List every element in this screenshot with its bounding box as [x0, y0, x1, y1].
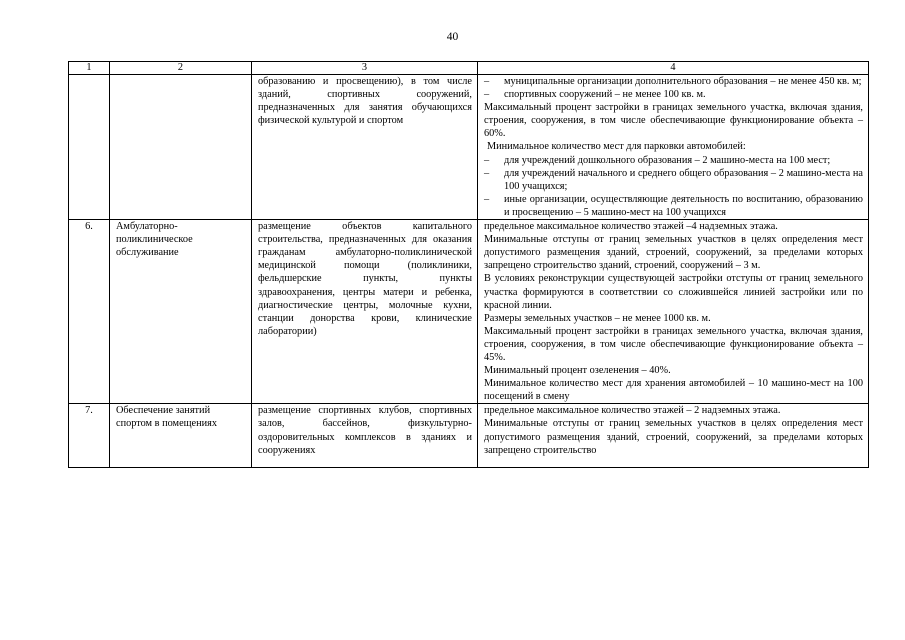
list-item-text: муниципальные организации дополнительного образования – не менее 450 кв. м; — [504, 76, 862, 87]
row-number: 6. — [69, 220, 110, 404]
list-item — [484, 193, 863, 219]
use-type-name: Амбулаторно-поликлиническое обслуживание — [110, 220, 252, 404]
row-number: 7. — [69, 404, 110, 468]
parameters-cell — [478, 220, 869, 404]
page-number: 40 — [446, 31, 459, 43]
dash-marker: – — [484, 76, 490, 87]
paragraph: Минимальный процент озеленения – 40%. — [484, 365, 671, 377]
column-number-1: 1 — [69, 62, 110, 75]
paragraph: Максимальный процент застройки в границах земельного участка, включая здания, строения, сооружения, в том числе обеспечивающие функционирование объекта – 45%. — [484, 325, 863, 363]
paragraph: Размеры земельных участков – не менее 1000 кв. м. — [484, 312, 711, 324]
dash-marker: – — [484, 167, 490, 179]
paragraph: Минимальное количество мест для парковки автомобилей: — [487, 141, 746, 153]
parameters-cell — [478, 404, 869, 468]
table-row-6 — [69, 220, 869, 404]
paragraph: Минимальные отступы от границ земельных участков в целях определения мест допустимого размещения зданий, строений, сооружений, за пределами которых запрещено строительство — [484, 418, 863, 456]
list-item-text: спортивных сооружений – не менее 100 кв. м. — [504, 89, 706, 101]
column-number-4: 4 — [478, 62, 869, 75]
list-item-text: для учреждений дошкольного образования – 2 машино-места на 100 мест; — [504, 154, 831, 166]
use-description: размещение спортивных клубов, спортивных залов, бассейнов, физкультурно-оздоровительных комплексов в зданиях и сооружениях — [252, 404, 478, 468]
paragraph: Минимальное количество мест для хранения автомобилей – 10 машино-мест на 100 посещений в смену — [484, 378, 863, 403]
list-item-text: иные организации, осуществляющие деятельность по воспитанию, образованию и просвещению – 5 машино-мест на 100 учащихся — [504, 193, 863, 218]
dash-marker: – — [484, 89, 490, 101]
dash-marker: – — [484, 193, 490, 205]
list-item — [484, 167, 863, 193]
column-number-row — [69, 62, 869, 75]
use-description: образованию и просвещению), в том числе зданий, спортивных сооружений, предназначенных для занятия обучающихся физической культурой и спортом — [252, 75, 478, 220]
column-number-3: 3 — [252, 62, 478, 75]
use-type-name: Обеспечение занятий спортом в помещениях — [110, 404, 252, 468]
paragraph: В условиях реконструкции существующей застройки отступы от границ земельного участка формируются в соответствии со сложившейся линией застройки или по красной линии. — [484, 273, 863, 311]
list-item — [484, 154, 863, 167]
table-row-continued — [69, 75, 869, 220]
regulations-table — [68, 61, 869, 468]
paragraph: Минимальные отступы от границ земельных участков в целях определения мест допустимого размещения зданий, строений, сооружений, за пределами которых запрещено строительство зданий, строений, сооружений – 3 м. — [484, 234, 863, 272]
dash-marker: – — [484, 154, 490, 166]
list-item — [484, 88, 863, 101]
row-number — [69, 75, 110, 220]
column-number-2: 2 — [110, 62, 252, 75]
paragraph: предельное максимальное количество этажей –4 надземных этажа. — [484, 221, 778, 233]
paragraph: предельное максимальное количество этажей – 2 надземных этажа. — [484, 405, 781, 417]
table-row-7 — [69, 404, 869, 468]
use-type-name — [110, 75, 252, 220]
use-description: размещение объектов капитального строительства, предназначенных для оказания гражданам амбулаторно-поликлинической медицинской помощи (поликлиники, фельдшерские пункты, пункты здравоохранения, центры матери и ребенка, диагностические центры, молочные кухни, станции донорства крови, клинические лаборатории) — [252, 220, 478, 404]
list-item — [484, 75, 863, 88]
paragraph: Максимальный процент застройки в границах земельного участка, включая здания, строения, сооружения, в том числе обеспечивающие функционирование объекта – 60%. — [484, 102, 863, 140]
parameters-cell — [478, 75, 869, 220]
list-item-text: для учреждений начального и среднего общего образования – 2 машино-места на 100 учащихся; — [504, 167, 863, 192]
